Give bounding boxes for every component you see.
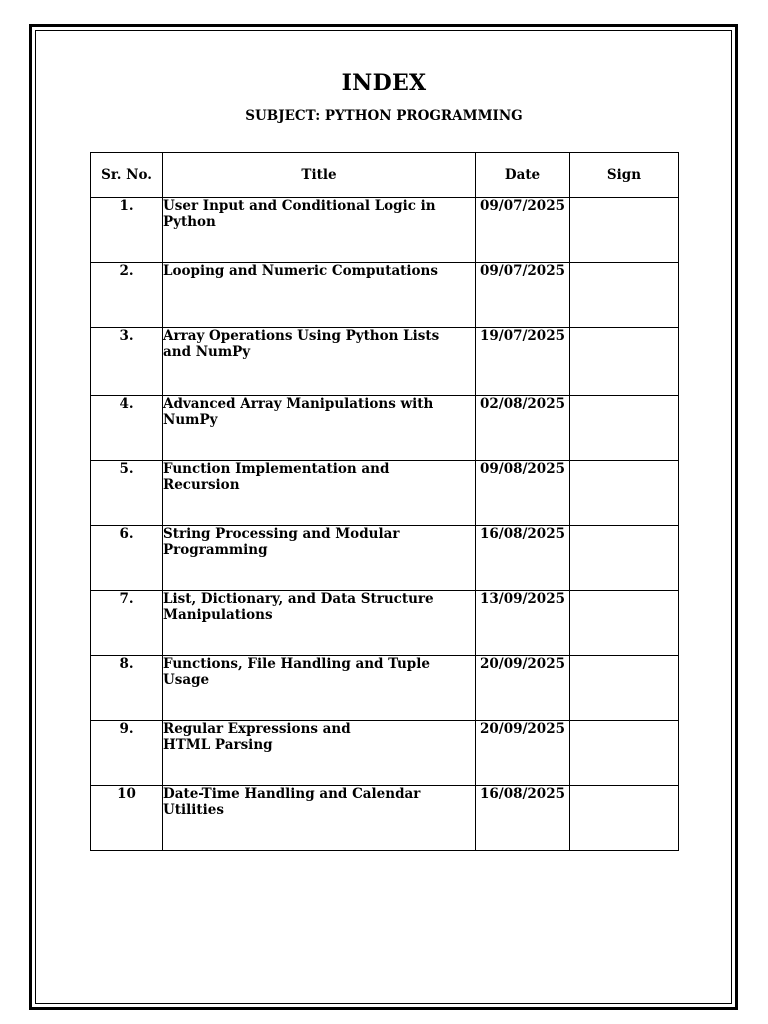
- title-cell: [163, 721, 476, 786]
- column-header-sign: Sign: [570, 153, 679, 198]
- date-cell: 13/09/2025: [476, 591, 570, 656]
- column-header-sr-no: Sr. No.: [91, 153, 163, 198]
- title-text: Looping and Numeric Computations: [163, 263, 438, 279]
- date-cell: 20/09/2025: [476, 656, 570, 721]
- table-row: [91, 328, 679, 396]
- title-cell: [163, 656, 476, 721]
- title-text: List, Dictionary, and Data Structure Manipulations: [163, 591, 434, 623]
- title-text: Regular Expressions and HTML Parsing: [163, 721, 351, 753]
- title-text: Advanced Array Manipulations with NumPy: [163, 396, 434, 428]
- sign-cell: [570, 396, 679, 461]
- title-text: String Processing and Modular Programming: [163, 526, 400, 558]
- sign-cell: [570, 591, 679, 656]
- index-table: [90, 152, 679, 851]
- title-cell: [163, 396, 476, 461]
- date-cell: 16/08/2025: [476, 786, 570, 851]
- date-cell: 09/08/2025: [476, 461, 570, 526]
- title-cell: [163, 786, 476, 851]
- table-row: [91, 721, 679, 786]
- date-cell: 02/08/2025: [476, 396, 570, 461]
- table-row: [91, 263, 679, 328]
- table-row: [91, 526, 679, 591]
- title-text: Array Operations Using Python Lists and NumPy: [163, 328, 440, 360]
- date-cell: 16/08/2025: [476, 526, 570, 591]
- sign-cell: [570, 656, 679, 721]
- sr-no-cell: 4.: [91, 396, 163, 461]
- sr-no-cell: 2.: [91, 263, 163, 328]
- sr-no-cell: 7.: [91, 591, 163, 656]
- title-cell: [163, 198, 476, 263]
- sr-no-cell: 1.: [91, 198, 163, 263]
- title-text: Functions, File Handling and Tuple Usage: [163, 656, 430, 688]
- table-row: [91, 656, 679, 721]
- table-row: [91, 396, 679, 461]
- sr-no-cell: 3.: [91, 328, 163, 396]
- sign-cell: [570, 721, 679, 786]
- column-header-date: Date: [476, 153, 570, 198]
- column-header-title: Title: [163, 153, 476, 198]
- table-row: [91, 591, 679, 656]
- date-cell: 09/07/2025: [476, 198, 570, 263]
- table-row: [91, 786, 679, 851]
- table-row: [91, 461, 679, 526]
- sign-cell: [570, 461, 679, 526]
- sign-cell: [570, 198, 679, 263]
- sr-no-cell: 6.: [91, 526, 163, 591]
- title-cell: [163, 461, 476, 526]
- sr-no-cell: 10: [91, 786, 163, 851]
- sign-cell: [570, 786, 679, 851]
- title-cell: [163, 526, 476, 591]
- sr-no-cell: 5.: [91, 461, 163, 526]
- date-cell: 20/09/2025: [476, 721, 570, 786]
- title-text: User Input and Conditional Logic in Python: [163, 198, 436, 230]
- title-text: Date-Time Handling and Calendar Utilities: [163, 786, 421, 818]
- sign-cell: [570, 263, 679, 328]
- title-cell: [163, 263, 476, 328]
- title-text: Function Implementation and Recursion: [163, 461, 390, 493]
- sr-no-cell: 9.: [91, 721, 163, 786]
- page-title: INDEX: [341, 70, 427, 96]
- sr-no-cell: 8.: [91, 656, 163, 721]
- table-row: [91, 198, 679, 263]
- subject-heading: SUBJECT: PYTHON PROGRAMMING: [245, 108, 523, 124]
- sign-cell: [570, 328, 679, 396]
- date-cell: 09/07/2025: [476, 263, 570, 328]
- title-cell: [163, 328, 476, 396]
- sign-cell: [570, 526, 679, 591]
- table-header-row: [91, 153, 679, 198]
- title-cell: [163, 591, 476, 656]
- date-cell: 19/07/2025: [476, 328, 570, 396]
